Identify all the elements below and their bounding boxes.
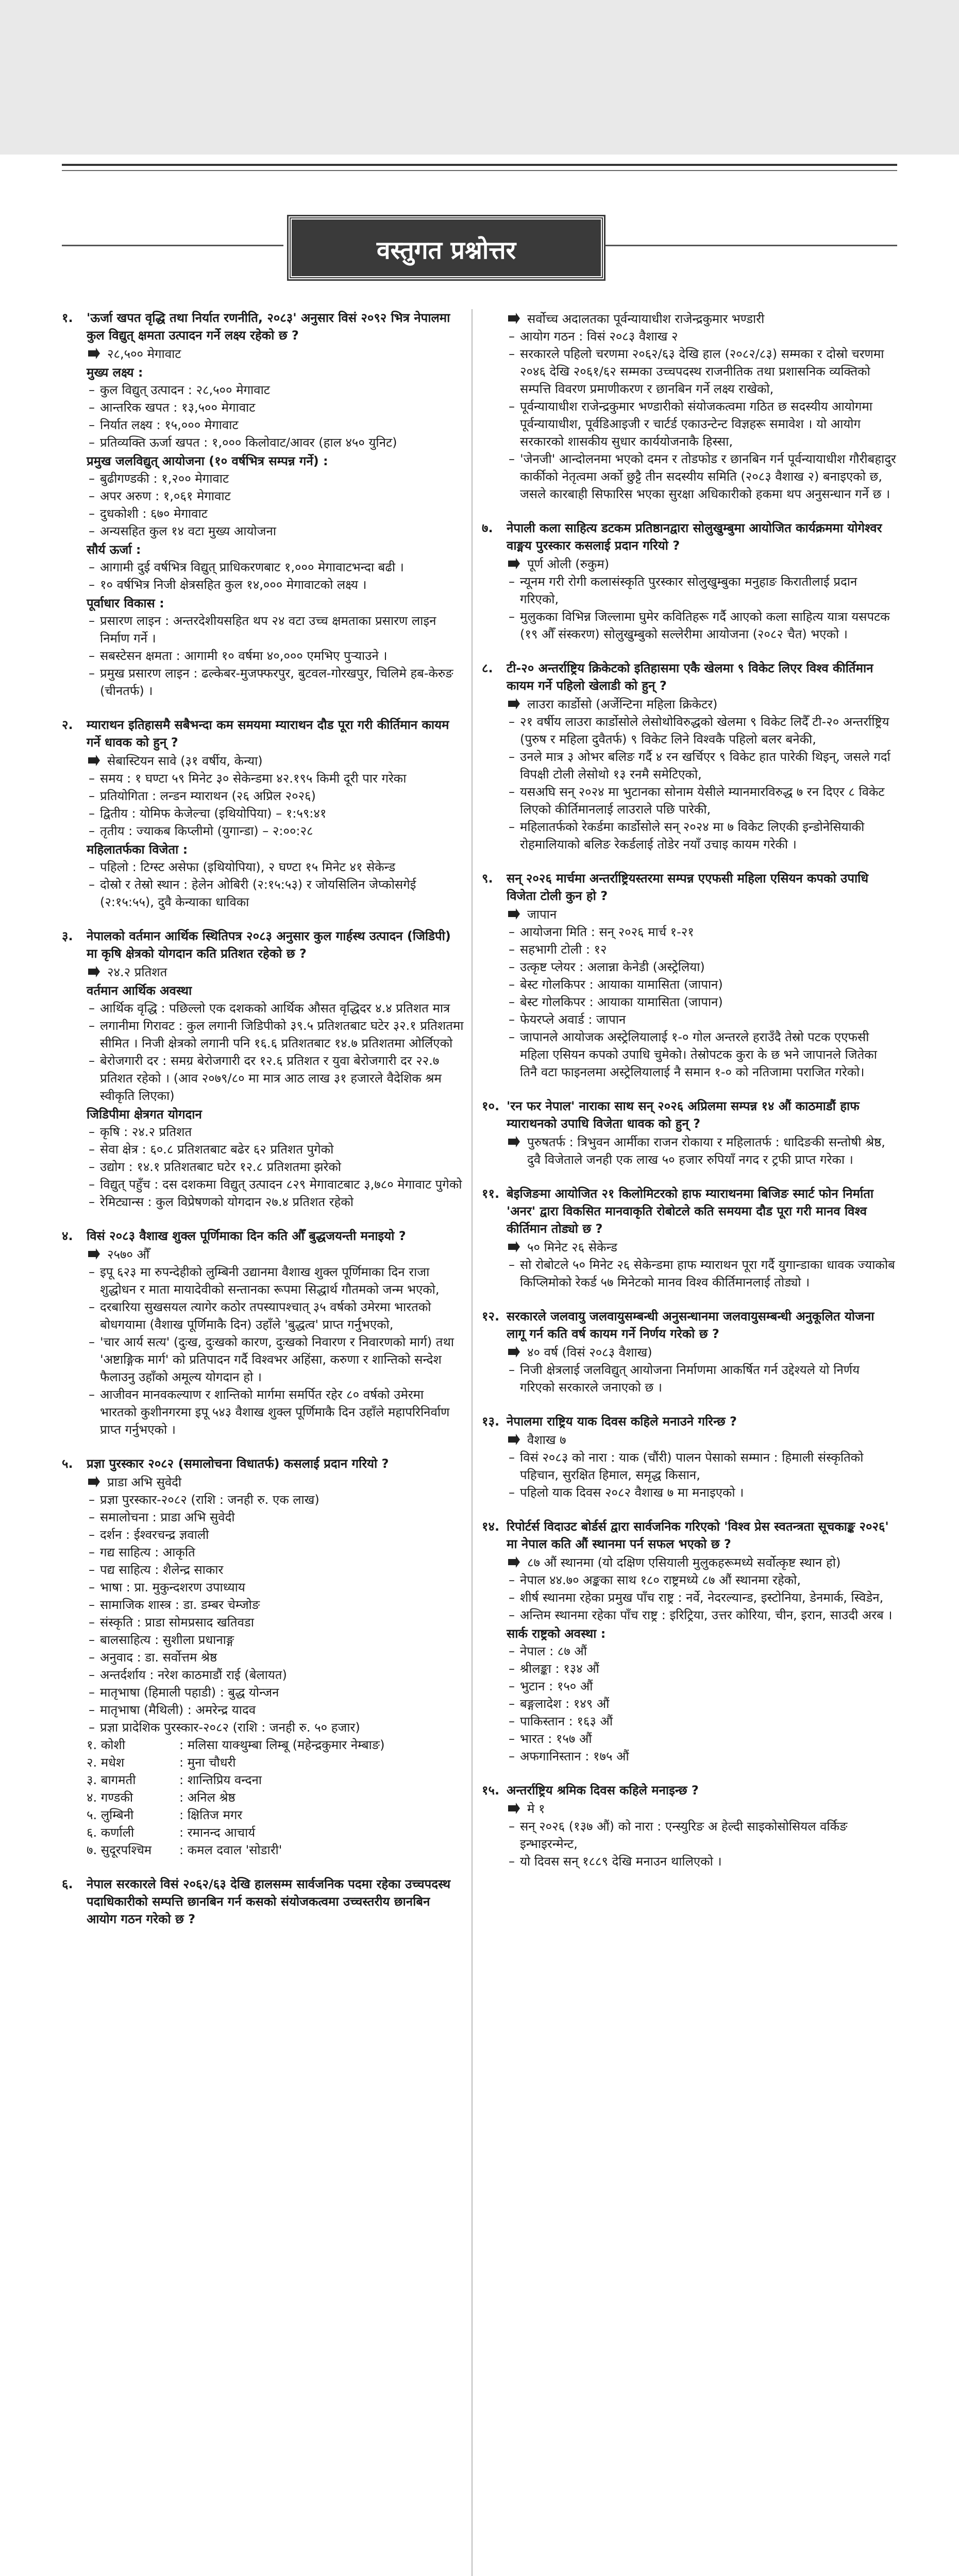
bullet-item: – बेस्ट गोलकिपर : आयाका यामासिता (जापान) — [507, 993, 897, 1011]
bullet-item: – पाकिस्तान : १६३ औं — [507, 1713, 897, 1730]
bullet-item: – समालोचना : प्राडा अभि सुवेदी — [87, 1509, 464, 1526]
bullet-item: – फेयरप्ले अवार्ड : जापान — [507, 1011, 897, 1028]
answer-pointer-icon — [87, 753, 101, 768]
question-block — [62, 1875, 464, 1928]
list-item-value: : रमानन्द आचार्य — [179, 1825, 256, 1840]
answer-text: सर्वोच्च अदालतका पूर्वन्यायाधीश राजेन्द्रकुमार भण्डारी — [527, 312, 765, 326]
answer-text: मे १ — [527, 1802, 545, 1816]
question-number: १. — [62, 311, 73, 325]
bullet-item: – भारत : १५७ औं — [507, 1730, 897, 1748]
question-number: ३. — [62, 929, 73, 943]
bullet-item: – कृषि : २४.२ प्रतिशत — [87, 1123, 464, 1141]
answer-pointer-icon — [507, 556, 521, 571]
list-item — [87, 1789, 464, 1806]
banner-rule-right — [603, 245, 897, 246]
answer-text: सेबास्टियन सावे (३१ वर्षीय, केन्या) — [107, 754, 263, 768]
bullet-item: – प्रज्ञा पुरस्कार-२०८२ (राशि : जनही रु. एक लाख) — [87, 1491, 464, 1509]
question-text: सन् २०२६ मार्चमा अन्तर्राष्ट्रियस्तरमा सम्पन्न एएफसी महिला एसियन कपको उपाधि विजेता टोली कुन हो ? — [507, 871, 869, 903]
bullet-item: – पूर्वन्यायाधीश राजेन्द्रकुमार भण्डारीको संयोजकत्वमा गठित छ सदस्यीय आयोगमा पूर्वन्यायाधीश, पूर्वडिआइजी र चार्टर्ड एकाउन्टेन्ट विज्ञहरू समावेश । यो आयोग सरकारको शासकीय सुधार कार्ययोजनाकै हिस्सा, — [507, 398, 897, 450]
sub-heading: वर्तमान आर्थिक अवस्था — [87, 984, 192, 998]
question-text: बेइजिङमा आयोजित २१ किलोमिटरको हाफ म्याराथनमा बिजिङ स्मार्ट फोन निर्माता 'अनर' द्वारा विकसित मानवाकृति रोबोटले कति समयमा दौड पूरा गरी मानव विश्व कीर्तिमान तोड्यो छ ? — [507, 1187, 874, 1236]
answer-text: पूर्ण ओली (रुकुम) — [527, 557, 610, 571]
question-text: 'ऊर्जा खपत वृद्धि तथा निर्यात रणनीति, २०८३' अनुसार विसं २०९२ भित्र नेपालमा कुल विद्युत् क्षमता उत्पादन गर्ने लक्ष्य रहेको छ ? — [87, 311, 450, 343]
answer-pointer-icon — [507, 311, 521, 326]
answer-text: वैशाख ७ — [527, 1433, 566, 1447]
question-block — [482, 310, 897, 503]
answer-pointer-icon — [507, 1432, 521, 1447]
answer-pointer-icon — [507, 1134, 521, 1149]
question-block — [62, 1227, 464, 1438]
answer-text: लाउरा कार्डोसो (अर्जेन्टिना महिला क्रिकेटर) — [527, 697, 718, 711]
answer-text: ८७ औं स्थानमा (यो दक्षिण एसियाली मुलुकहरूमध्ये सर्वोत्कृष्ट स्थान हो) — [527, 1555, 841, 1570]
bullet-item: – अपर अरुण : १,०६१ मेगावाट — [87, 487, 464, 505]
question-text: सरकारले जलवायु जलवायुसम्बन्धी अनुसन्धानमा जलवायुसम्बन्धी अनुकूलित योजना लागू गर्न कति वर्ष कायम गर्ने निर्णय गरेको छ ? — [507, 1309, 874, 1341]
question-block — [482, 1185, 897, 1291]
bullet-item: – बेरोजगारी दर : समग्र बेरोजगारी दर १२.६ प्रतिशत र युवा बेरोजगारी दर २२.७ प्रतिशत रहेको । (आव २०७९/८० मा मात्र आठ लाख ३१ हजारले वैदेशिक श्रम स्वीकृति लिएका) — [87, 1052, 464, 1105]
question-text: प्रज्ञा पुरस्कार २०८२ (समालोचना विधातर्फ) कसलाई प्रदान गरियो ? — [87, 1456, 389, 1471]
bullet-item: – सो रोबोटले ५० मिनेट २६ सेकेन्डमा हाफ म्याराथन पूरा गर्दै युगान्डाका धावक ज्याकोब किप्लिमोको रेकर्ड ५७ मिनेटको मानव विश्व कीर्तिमानलाई तोड्यो । — [507, 1256, 897, 1291]
bullet-item: – भाषा : प्रा. मुकुन्दशरण उपाध्याय — [87, 1579, 464, 1596]
list-item-label: ३. बागमती — [87, 1773, 136, 1787]
bullet-item: – पद्य साहित्य : शैलेन्द्र साकार — [87, 1561, 464, 1579]
sub-heading: सौर्य ऊर्जा : — [87, 543, 141, 557]
answer-pointer-icon — [507, 907, 521, 921]
bullet-item: – सामाजिक शास्त्र : डा. डम्बर चेम्जोङ — [87, 1596, 464, 1614]
answer — [87, 1246, 464, 1263]
list-item — [87, 1754, 464, 1771]
bullet-item: – सेवा क्षेत्र : ६०.८ प्रतिशतबाट बढेर ६२ प्रतिशत पुगेको — [87, 1141, 464, 1158]
banner-rule-left — [62, 245, 283, 246]
answer — [507, 310, 897, 328]
answer-pointer-icon — [87, 1247, 101, 1261]
bullet-item: – सहभागी टोली : १२ — [507, 941, 897, 958]
list-item-value: : अनिल श्रेष्ठ — [179, 1790, 235, 1805]
answer-text: पुरुषतर्फ : त्रिभुवन आर्मीका राजन रोकाया र महिलातर्फ : धादिङकी सन्तोषी श्रेष्ठ, दुवै विजेताले जनही एक लाख ५० हजार रुपियाँ नगद र ट्रफी प्राप्त गरेका । — [527, 1135, 885, 1167]
sub-heading: मुख्य लक्ष्य : — [87, 365, 143, 380]
question-block — [482, 659, 897, 853]
bullet-item: – विसं २०८३ को नारा : याक (चौंरी) पालन पेसाको सम्मान : हिमाली संस्कृतिको पहिचान, सुरक्षित हिमाल, समृद्ध किसान, — [507, 1449, 897, 1484]
bullet-item: – मुलुकका विभिन्न जिल्लामा घुमेर कवितिहरू गर्दै आएको कला साहित्य यात्रा यसपटक (१९ औँ संस्करण) सोलुखुम्बुको सल्लेरीमा आयोजना (२०८२ चैत) भएको । — [507, 608, 897, 643]
answer-pointer-icon — [507, 1240, 521, 1254]
bullet-item: – दुधकोशी : ६७० मेगावाट — [87, 505, 464, 522]
bullet-item: – 'जेनजी' आन्दोलनमा भएको दमन र तोडफोड र छानबिन गर्न पूर्वन्यायाधीश गौरीबहादुर कार्कीको नेतृत्वमा अर्को छुट्टै तीन सदस्यीय समिति (२०८३ वैशाख २) बनाइएको छ, जसले कारबाही सिफारिस भएका सुरक्षा अधिकारीको हकमा थप अनुसन्धान गर्ने छ । — [507, 450, 897, 503]
question-text: नेपाली कला साहित्य डटकम प्रतिष्ठानद्वारा सोलुखुम्बुमा आयोजित कार्यक्रममा योगेश्वर वाङ्मय पुरस्कार कसलाई प्रदान गरियो ? — [507, 521, 882, 553]
list-item — [87, 1806, 464, 1824]
question-block — [482, 1518, 897, 1765]
bullet-item: – निर्यात लक्ष्य : १५,००० मेगावाट — [87, 416, 464, 434]
answer — [87, 345, 464, 363]
answer-text: ४० वर्ष (विसं २०८३ वैशाख) — [527, 1345, 652, 1360]
question-text: रिपोर्टर्स विदाउट बोर्डर्स द्वारा सार्वजनिक गरिएको 'विश्व प्रेस स्वतन्त्रता सूचकाङ्क २०२६' मा नेपाल कति औं स्थानमा पर्न सफल भएको छ ? — [507, 1519, 889, 1551]
bullet-item: – उनले मात्र ३ ओभर बलिङ गर्दै ४ रन खर्चिएर ९ विकेट हात पारेकी थिइन्, जसले गर्दा विपक्षी टोली लेसोथो १३ रनमै समेटिएको, — [507, 748, 897, 783]
list-item-value: : कमल दवाल 'सोडारी' — [179, 1843, 282, 1857]
question-block — [62, 927, 464, 1211]
bullet-item: – प्रतिव्यक्ति ऊर्जा खपत : १,००० किलोवाट/आवर (हाल ४५० युनिट) — [87, 434, 464, 451]
question-number: ९. — [482, 871, 493, 886]
question-number: ५. — [62, 1456, 73, 1471]
answer — [87, 1473, 464, 1491]
bullet-item: – आर्थिक वृद्धि : पछिल्लो एक दशकको आर्थिक औसत वृद्धिदर ४.४ प्रतिशत मात्र — [87, 999, 464, 1017]
answer-text: जापान — [527, 907, 557, 922]
answer-text: २५७० औँ — [107, 1247, 150, 1262]
header-band — [0, 0, 959, 155]
question-text: टी-२० अन्तर्राष्ट्रिय क्रिकेटको इतिहासमा एकै खेलमा ९ विकेट लिएर विश्व कीर्तिमान कायम गर्ने पहिलो खेलाडी को हुन् ? — [507, 661, 873, 693]
bullet-item: – गद्य साहित्य : आकृति — [87, 1544, 464, 1561]
question-text: विसं २०८३ वैशाख शुक्ल पूर्णिमाका दिन कति औँ बुद्धजयन्ती मनाइयो ? — [87, 1229, 406, 1243]
list-item-value: : क्षितिज मगर — [179, 1808, 243, 1822]
bullet-item: – यो दिवस सन् १८८९ देखि मनाउन थालिएको । — [507, 1853, 897, 1870]
bullet-item: – महिलातर्फको रेकर्डमा कार्डोसोले सन् २०२४ मा ७ विकेट लिएकी इन्डोनेसियाकी रोहमालियाको बलिङ रेकर्डलाई तोडेर नयाँ उचाइ कायम गरेकी । — [507, 818, 897, 853]
sub-heading: सार्क राष्ट्रको अवस्था : — [507, 1626, 606, 1641]
sub-heading: पूर्वाधार विकास : — [87, 596, 164, 611]
question-number: २. — [62, 718, 73, 732]
bullet-item: – इपू ६२३ मा रुपन्देहीको लुम्बिनी उद्यानमा वैशाख शुक्ल पूर्णिमाका दिन राजा शुद्धोधन र माता मायादेवीको सन्तानका रूपमा सिद्धार्थ गौतमको जन्म भएको, — [87, 1263, 464, 1298]
bullet-item: – निजी क्षेत्रलाई जलविद्युत् आयोजना निर्माणमा आकर्षित गर्न उद्देश्यले यो निर्णय गरिएको सरकारले जनाएको छ । — [507, 1361, 897, 1396]
bullet-item: – मातृभाषा (मैथिली) : अमरेन्द्र यादव — [87, 1701, 464, 1719]
list-item — [87, 1771, 464, 1789]
bullet-item: – अन्तिम स्थानमा रहेका पाँच राष्ट्र : इरिट्रिया, उत्तर कोरिया, चीन, इरान, साउदी अरब । — [507, 1606, 897, 1624]
list-item-label: ५. लुम्बिनी — [87, 1808, 134, 1822]
bullet-item: – बालसाहित्य : सुशीला प्रधानाङ्ग — [87, 1631, 464, 1649]
bullet-item: – 'चार आर्य सत्य' (दुःख, दुःखको कारण, दुःखको निवारण र निवारणको मार्ग) तथा 'अष्टाङ्गिक मार्ग' को प्रतिपादन गर्दै विश्वभर अहिंसा, करुणा र शान्तिको सन्देश फैलाउनु उहाँको अमूल्य योगदान हो । — [87, 1333, 464, 1386]
list-item-value: : मलिसा याक्थुम्बा लिम्बू (महेन्द्रकुमार नेम्बाङ) — [179, 1738, 385, 1752]
question-block — [482, 1097, 897, 1168]
bullet-item: – दोस्रो र तेस्रो स्थान : हेलेन ओबिरी (२:१५:५३) र जोयसिलिन जेप्कोसगेई (२:१५:५५), दुवै केन्याका धाविका — [87, 876, 464, 911]
question-block — [482, 1782, 897, 1870]
section-banner — [289, 216, 604, 279]
bullet-item: – समय : १ घण्टा ५९ मिनेट ३० सेकेन्डमा ४२.१९५ किमी दूरी पार गरेका — [87, 770, 464, 787]
answer-text: प्राडा अभि सुवेदी — [107, 1475, 182, 1489]
bullet-item: – बुढीगण्डकी : १,२०० मेगावाट — [87, 470, 464, 487]
sub-heading: जिडिपीमा क्षेत्रगत योगदान — [87, 1107, 202, 1122]
answer-pointer-icon — [507, 1555, 521, 1569]
column-divider — [472, 309, 473, 2576]
bullet-item: – मातृभाषा (हिमाली पहाडी) : बुद्ध योन्जन — [87, 1684, 464, 1701]
answer — [507, 696, 897, 713]
question-block — [62, 716, 464, 911]
bullet-item: – बेस्ट गोलकिपर : आयाका यामासिता (जापान) — [507, 976, 897, 993]
question-block — [62, 309, 464, 700]
answer — [507, 1239, 897, 1256]
list-item-label: ६. कर्णाली — [87, 1825, 134, 1840]
bullet-item: – पहिलो याक दिवस २०८२ वैशाख ७ मा मनाइएको । — [507, 1484, 897, 1501]
question-number: १४. — [482, 1519, 500, 1534]
sub-heading: महिलातर्फका विजेता : — [87, 842, 188, 857]
question-block — [482, 870, 897, 1081]
question-number: ८. — [482, 661, 493, 675]
answer — [507, 555, 897, 573]
bullet-item: – नेपाल : ८७ औं — [507, 1642, 897, 1660]
bullet-item: – आजीवन मानवकल्याण र शान्तिको मार्गमा समर्पित रहेर ८० वर्षको उमेरमा भारतको कुशीनगरमा इपू ५४३ वैशाख शुक्ल पूर्णिमाकै दिन उहाँले महापरिनिर्वाण प्राप्त गर्नुभएको । — [87, 1386, 464, 1438]
bullet-item: – नेपाल ४४.७० अङ्कका साथ १८० राष्ट्रमध्ये ८७ औं स्थानमा रहेको, — [507, 1571, 897, 1589]
sub-heading: प्रमुख जलविद्युत् आयोजना (१० वर्षभित्र सम्पन्न गर्ने) : — [87, 454, 328, 468]
bullet-item: – अन्यसहित कुल १४ वटा मुख्य आयोजना — [87, 522, 464, 540]
question-number: ११. — [482, 1187, 500, 1201]
answer-pointer-icon — [507, 1801, 521, 1816]
list-item — [87, 1841, 464, 1859]
left-column — [62, 309, 464, 1944]
bullet-item: – आगामी दुई वर्षभित्र विद्युत् प्राधिकरणबाट १,००० मेगावाटभन्दा बढी । — [87, 558, 464, 576]
bullet-item: – सन् २०२६ (१३७ औं) को नारा : एन्स्युरिङ अ हेल्दी साइकोसोसियल वर्किङ इन्भाइरन्मेन्ट, — [507, 1818, 897, 1853]
bullet-item: – न्यूनम गरी रोगी कलासंस्कृति पुरस्कार सोलुखुम्बुका मनुहाङ किरातीलाई प्रदान गरिएको, — [507, 573, 897, 608]
answer-text: २४.२ प्रतिशत — [107, 965, 167, 979]
bullet-item: – आयोग गठन : विसं २०८३ वैशाख २ — [507, 328, 897, 345]
question-block — [482, 1308, 897, 1396]
question-text: नेपालको वर्तमान आर्थिक स्थितिपत्र २०८३ अनुसार कुल गार्हस्थ उत्पादन (जिडिपी) मा कृषि क्षेत्रको योगदान कति प्रतिशत रहेको छ ? — [87, 929, 451, 961]
list-item-label: २. मधेश — [87, 1755, 125, 1770]
section-title: वस्तुगत प्रश्नोत्तर — [376, 236, 516, 265]
bullet-item: – आयोजना मिति : सन् २०२६ मार्च १-२१ — [507, 923, 897, 941]
list-item-value: : मुना चौधरी — [179, 1755, 236, 1770]
question-block — [62, 1455, 464, 1859]
answer-text: ५० मिनेट २६ सेकेन्ड — [527, 1240, 617, 1255]
question-number: ४. — [62, 1229, 73, 1243]
answer-pointer-icon — [507, 1345, 521, 1359]
header-rule — [62, 164, 897, 166]
bullet-item: – प्रतियोगिता : लन्डन म्याराथन (२६ अप्रिल २०२६) — [87, 787, 464, 805]
answer-pointer-icon — [87, 346, 101, 361]
bullet-item: – दर्शन : ईश्वरचन्द्र ज्ञवाली — [87, 1526, 464, 1544]
question-text: अन्तर्राष्ट्रिय श्रमिक दिवस कहिले मनाइन्छ ? — [507, 1783, 699, 1798]
bullet-item: – अन्तर्दर्शाय : नरेश काठमाडौं राई (बेलायत) — [87, 1666, 464, 1684]
bullet-item: – उत्कृष्ट प्लेयर : अलान्ना केनेडी (अस्ट्रेलिया) — [507, 958, 897, 976]
list-item-label: ४. गण्डकी — [87, 1790, 133, 1805]
answer-text: २८,५०० मेगावाट — [107, 347, 181, 361]
bullet-item: – अनुवाद : डा. सर्वोत्तम श्रेष्ठ — [87, 1649, 464, 1666]
bullet-item: – श्रीलङ्का : १३४ औं — [507, 1660, 897, 1677]
answer — [87, 963, 464, 981]
bullet-item: – तृतीय : ज्याकब किप्लीमो (युगान्डा) – २:००:२८ — [87, 822, 464, 840]
answer — [507, 1344, 897, 1361]
bullet-item: – दरबारिया सुखसयल त्यागेर कठोर तपस्यापश्चात् ३५ वर्षको उमेरमा भारतको बोधगयामा (वैशाख पूर्णिमाकै दिन) उहाँले 'बुद्धत्व' प्राप्त गर्नुभएको, — [87, 1298, 464, 1333]
bullet-item: – जापानले आयोजक अस्ट्रेलियालाई १-० गोल अन्तरले हराउँदै तेस्रो पटक एएफसी महिला एसियन कपको उपाधि चुमेको। तेस्रोपटक कुरा के छ भने जापानले जितेका तिनै वटा फाइनलमा अस्ट्रेलियालाई नै समान १-० को नतिजामा पराजित गरेको। — [507, 1028, 897, 1081]
right-column — [482, 309, 897, 1887]
question-block — [482, 519, 897, 643]
bullet-item: – यसअघि सन् २०२४ मा भुटानका सोनाम येसीले म्यानमारविरुद्ध ७ रन दिएर ८ विकेट लिएको कीर्तिमानलाई लाउराले पछि पारेकी, — [507, 783, 897, 818]
bullet-item: – पहिलो : टिग्स्ट असेफा (इथियोपिया), २ घण्टा १५ मिनेट ४१ सेकेन्ड — [87, 858, 464, 876]
bullet-item: – २१ वर्षीय लाउरा कार्डोसोले लेसोथोविरुद्धको खेलमा ९ विकेट लिदैँ टी-२० अन्तर्राष्ट्रिय (पुरुष र महिला दुवैतर्फ) ९ विकेट लिने विश्वकै पहिलो बलर बनेकी, — [507, 713, 897, 748]
bullet-item: – प्रज्ञा प्रादेशिक पुरस्कार-२०८२ (राशि : जनही रु. ५० हजार) — [87, 1719, 464, 1736]
answer-pointer-icon — [87, 1475, 101, 1489]
bullet-item: – शीर्ष स्थानमा रहेका प्रमुख पाँच राष्ट्र : नर्वे, नेदरल्यान्ड, इस्टोनिया, डेनमार्क, स्विडेन, — [507, 1589, 897, 1606]
answer — [507, 1554, 897, 1571]
bullet-item: – उद्योग : १४.१ प्रतिशतबाट घटेर १२.८ प्रतिशतमा झरेको — [87, 1158, 464, 1176]
bullet-item: – अफगानिस्तान : १७५ औं — [507, 1748, 897, 1765]
bullet-item: – द्वितीय : योमिफ केजेल्चा (इथियोपिया) – १:५९:४१ — [87, 805, 464, 822]
answer — [507, 1133, 897, 1168]
answer — [507, 1431, 897, 1449]
question-number: १५. — [482, 1783, 500, 1798]
bullet-item: – बङ्गलादेश : १४९ औं — [507, 1695, 897, 1713]
bullet-item: – भुटान : १५० औं — [507, 1677, 897, 1695]
question-number: १३. — [482, 1414, 500, 1429]
answer-pointer-icon — [507, 697, 521, 711]
list-item-label: ७. सुदूरपश्चिम — [87, 1843, 152, 1857]
list-item-label: १. कोशी — [87, 1738, 125, 1752]
answer — [507, 906, 897, 923]
answer — [507, 1800, 897, 1818]
header-rule-thin — [62, 170, 897, 171]
bullet-item: – लगानीमा गिरावट : कुल लगानी जिडिपीको ३९.५ प्रतिशतबाट घटेर ३२.१ प्रतिशतमा सीमित । निजी क्षेत्रको लगानी पनि १६.६ प्रतिशतबाट १४.७ प्रतिशतमा ओर्लिएको — [87, 1017, 464, 1052]
bullet-item: – कुल विद्युत् उत्पादन : २८,५०० मेगावाट — [87, 381, 464, 399]
question-number: १०. — [482, 1099, 500, 1113]
list-item-value: : शान्तिप्रिय वन्दना — [179, 1773, 262, 1787]
answer — [87, 752, 464, 770]
question-number: ६. — [62, 1877, 73, 1891]
question-text: 'रन फर नेपाल' नाराका साथ सन् २०२६ अप्रिलमा सम्पन्न १४ औं काठमाडौं हाफ म्याराथनको उपाधि विजेता धावक को हुन् ? — [507, 1099, 860, 1131]
question-text: नेपाल सरकारले विसं २०६२/६३ देखि हालसम्म सार्वजनिक पदमा रहेका उच्चपदस्थ पदाधिकारीको सम्पत्ति छानबिन गर्न कसको संयोजकत्वमा उच्चस्तरीय छानबिन आयोग गठन गरेको छ ? — [87, 1877, 451, 1926]
question-text: म्याराथन इतिहासमै सबैभन्दा कम समयमा म्याराथन दौड पूरा गरी कीर्तिमान कायम गर्ने धावक को हुन् ? — [87, 718, 449, 750]
bullet-item: – प्रसारण लाइन : अन्तरदेशीयसहित थप २४ वटा उच्च क्षमताका प्रसारण लाइन निर्माण गर्ने । — [87, 612, 464, 647]
bullet-item: – विद्युत् पहुँच : दस दशकमा विद्युत् उत्पादन ८२९ मेगावाटबाट ३,७८० मेगावाट पुगेको — [87, 1176, 464, 1193]
bullet-item: – आन्तरिक खपत : १३,५०० मेगावाट — [87, 399, 464, 416]
bullet-item: – सरकारले पहिलो चरणमा २०६२/६३ देखि हाल (२०८२/८३) सम्मका र दोस्रो चरणमा २०४६ देखि २०६१/६२ सम्मका उच्चपदस्थ राजनीतिक तथा प्रशासनिक व्यक्तिको सम्पत्ति विवरण प्रमाणीकरण र छानबिन गर्ने लक्ष्य राखेको, — [507, 345, 897, 398]
question-text: नेपालमा राष्ट्रिय याक दिवस कहिले मनाउने गरिन्छ ? — [507, 1414, 737, 1429]
bullet-item: – सबस्टेसन क्षमता : आगामी १० वर्षमा ४०,००० एमभिए पुऱ्याउने । — [87, 647, 464, 665]
bullet-item: – रेमिट्यान्स : कुल विप्रेषणको योगदान २७.४ प्रतिशत रहेको — [87, 1193, 464, 1211]
answer-pointer-icon — [87, 964, 101, 979]
bullet-item: – प्रमुख प्रसारण लाइन : ढल्केबर-मुजफ्फरपुर, बुटवल-गोरखपुर, चिलिमे हब-केरुङ (चीनतर्फ) । — [87, 665, 464, 700]
list-item — [87, 1824, 464, 1841]
question-number: १२. — [482, 1309, 500, 1324]
question-number: ७. — [482, 521, 493, 535]
list-item — [87, 1736, 464, 1754]
question-block — [482, 1413, 897, 1501]
bullet-item: – १० वर्षभित्र निजी क्षेत्रसहित कुल १४,००० मेगावाटको लक्ष्य । — [87, 576, 464, 594]
bullet-item: – संस्कृति : प्राडा सोमप्रसाद खतिवडा — [87, 1614, 464, 1631]
